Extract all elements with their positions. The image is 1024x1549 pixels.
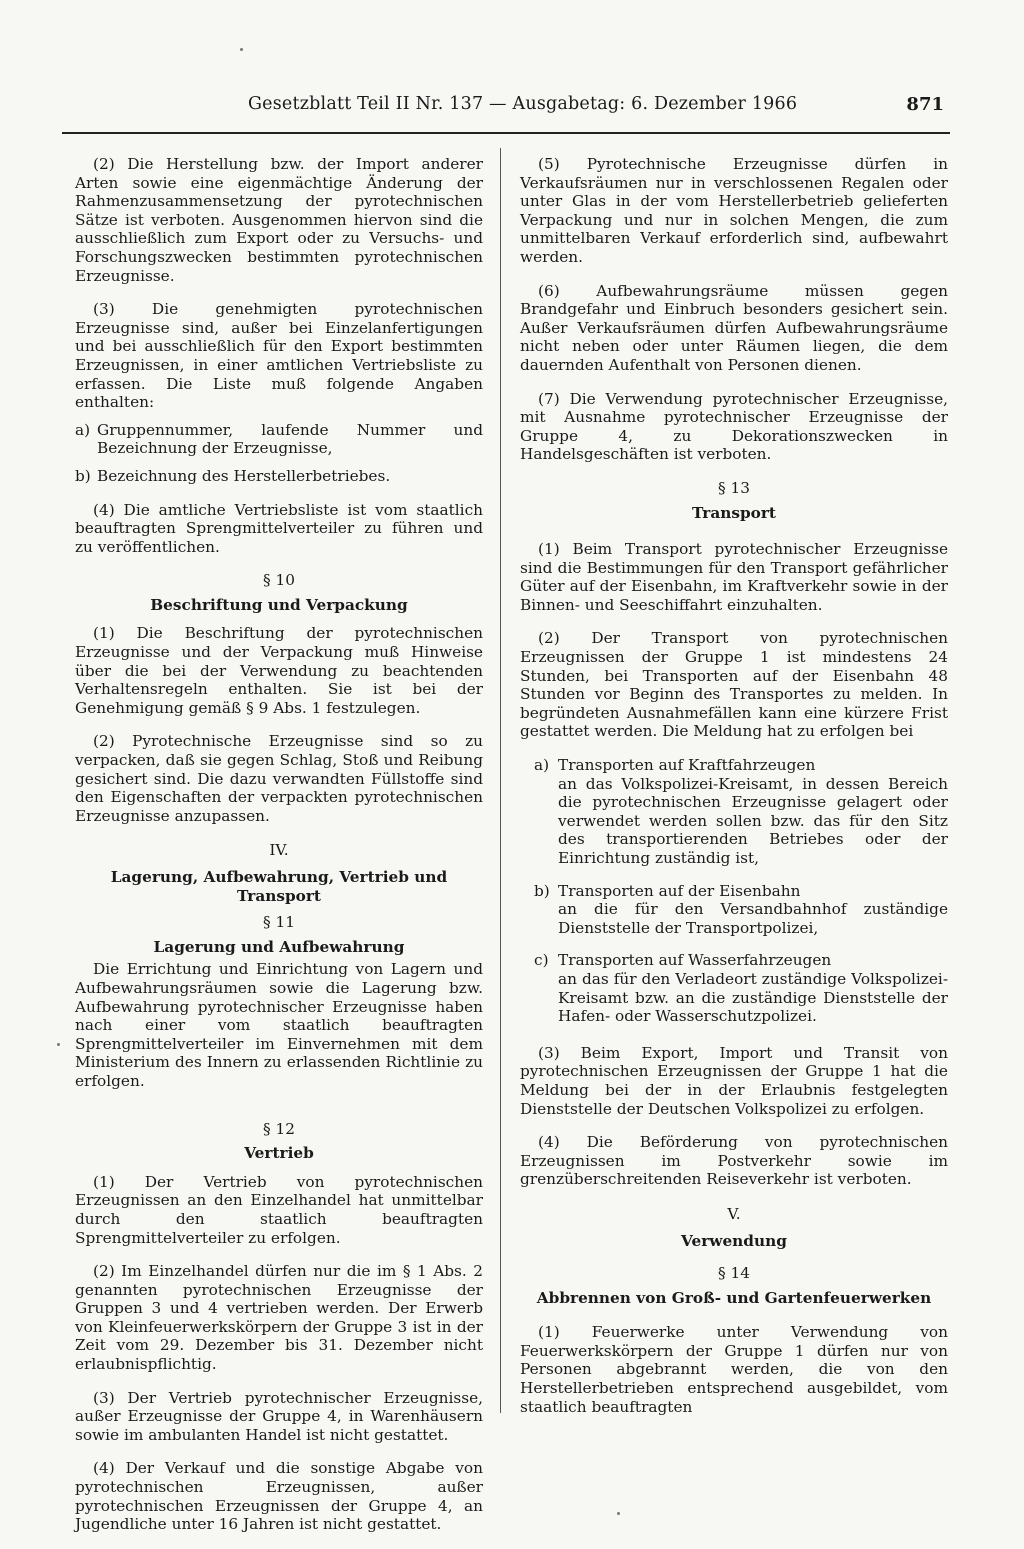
list-heading: Transporten auf Wasserfahrzeugen: [558, 951, 832, 970]
list-item: [75, 421, 483, 458]
part-number: V.: [727, 1204, 741, 1223]
list-item: [534, 951, 948, 1025]
left-column: [75, 155, 483, 1549]
list-marker: b): [534, 881, 550, 900]
paragraph: (2) Der Transport von pyrotechnischen Erzeugnissen der Gruppe 1 ist mindestens 24 Stunden, bei Transporten auf der Eisenbahn 48 Stunden vor Beginn des Transportes zu melden. In begründeten Ausnahmefällen kann eine kürzere Frist gestattet werden. Die Meldung hat zu erfolgen bei: [520, 629, 948, 741]
section-number: § 10: [263, 571, 295, 590]
column-divider: [500, 148, 501, 1413]
paragraph: (1) Der Vertrieb von pyrotechnischen Erzeugnissen an den Einzelhandel hat unmittelbar durch den staatlich beauftragten Sprengmittelverteiler zu erfolgen.: [75, 1172, 483, 1247]
paragraph: (3) Beim Export, Import und Transit von pyrotechnischen Erzeugnissen der Gruppe 1 hat die Meldung bei der in der Erlaubnis festgelegten Dienststelle der Deutschen Volkspolizei zu erfolgen.: [520, 1043, 948, 1118]
paragraph: (3) Die genehmigten pyrotechnischen Erzeugnisse sind, außer bei Einzelanfertigungen und bei ausschließlich für den Export bestimmten Erzeugnissen, in einer amtlichen Vertriebsliste zu erfassen. Die Liste muß folgende Angaben enthalten:: [75, 300, 483, 412]
part-number: IV.: [269, 841, 289, 860]
paragraph: (3) Der Vertrieb pyrotechnischer Erzeugnisse, außer Erzeugnisse der Gruppe 4, in Warenhäusern sowie im ambulanten Handel ist nicht gestattet.: [75, 1388, 483, 1444]
list-text: an das für den Verladeort zuständige Volkspolizei-Kreisamt bzw. an die zuständige Dienststelle der Hafen- oder Wasserschutzpolizei.: [558, 969, 948, 1026]
section-title: Vertrieb: [244, 1144, 314, 1163]
list-text: Gruppennummer, laufende Nummer und Bezeichnung der Erzeugnisse,: [97, 420, 483, 458]
paragraph: (2) Die Herstellung bzw. der Import anderer Arten sowie eine eigenmächtige Änderung der Rahmenzusammensetzung der pyrotechnischen Sätze ist verboten. Ausgenommen hiervon sind die ausschließlich zum Export oder zu Versuchs- und Forschungszwecken bestimmten pyrotechnischen Erzeugnisse.: [75, 155, 483, 285]
list-item: [534, 882, 948, 938]
paragraph: (5) Pyrotechnische Erzeugnisse dürfen in Verkaufsräumen nur in verschlossenen Regalen oder unter Glas in der vom Herstellerbetrieb gelieferten Verpackung und nur in solchen Mengen, die zum unmittelbaren Verkauf erforderlich sind, aufbewahrt werden.: [520, 155, 948, 266]
section-title: Beschriftung und Verpackung: [150, 595, 408, 614]
paragraph: Die Errichtung und Einrichtung von Lagern und Aufbewahrungsräumen sowie die Lagerung bzw. Aufbewahrung pyrotechnischer Erzeugnisse haben nach einer vom staatlich beauftragten Sprengmittelverteiler im Einvernehmen mit dem Ministerium des Innern zu erlassenden Richtlinie zu erfolgen.: [75, 960, 483, 1090]
paragraph: (4) Die amtliche Vertriebsliste ist vom staatlich beauftragten Sprengmittelverteiler zu führen und zu veröffentlichen.: [75, 500, 483, 556]
part-title: Verwendung: [681, 1231, 787, 1250]
paragraph: (1) Feuerwerke unter Verwendung von Feuerwerkskörpern der Gruppe 1 dürfen nur von Personen abgebrannt werden, die von den Herstellerbetrieben entsprechend ausgebildet, vom staatlich beauftragten: [520, 1323, 948, 1416]
paragraph: (4) Der Verkauf und die sonstige Abgabe von pyrotechnischen Erzeugnissen, außer pyrotechnischen Erzeugnissen der Gruppe 4, an Jugendliche unter 16 Jahren ist nicht gestattet.: [75, 1459, 483, 1534]
list-item: [75, 467, 483, 486]
section-number: § 11: [263, 913, 295, 932]
section-number: § 12: [263, 1119, 295, 1138]
list-text: Bezeichnung des Herstellerbetriebes.: [97, 466, 391, 485]
paragraph: (4) Die Beförderung von pyrotechnischen Erzeugnissen im Postverkehr sowie im grenzüberschreitenden Reiseverkehr ist verboten.: [520, 1133, 948, 1189]
right-column: [520, 155, 948, 1431]
list-text: an das Volkspolizei-Kreisamt, in dessen Bereich die pyrotechnischen Erzeugnisse gelagert oder verwendet werden sollen bzw. das für den Sitz des transportierenden Betriebes oder der Einrichtung zuständig ist,: [558, 774, 948, 867]
header-title: Gesetzblatt Teil II Nr. 137 — Ausgabetag: 6. Dezember 1966: [248, 94, 798, 114]
section-title: Transport: [692, 503, 776, 522]
list-heading: Transporten auf Kraftfahrzeugen: [558, 756, 816, 775]
list-marker: a): [534, 756, 550, 775]
part-title: Lagerung, Aufbewahrung, Vertrieb und Transport: [110, 868, 448, 905]
paragraph: (1) Beim Transport pyrotechnischer Erzeugnisse sind die Bestimmungen für den Transport gefährlicher Güter auf der Eisenbahn, im Kraftverkehr sowie in der Binnen- und Seeschiffahrt einzuhalten.: [520, 540, 948, 614]
list-text: an die für den Versandbahnhof zuständige Dienststelle der Transportpolizei,: [558, 900, 948, 937]
list-marker: c): [534, 951, 549, 970]
print-speck: [617, 1512, 620, 1515]
list-heading: Transporten auf der Eisenbahn: [558, 881, 801, 900]
print-speck: [57, 1043, 60, 1046]
print-speck: [240, 48, 243, 51]
list-item: [534, 756, 948, 868]
paragraph: (1) Die Beschriftung der pyrotechnischen Erzeugnisse und der Verpackung muß Hinweise über die bei der Verwendung zu beachtenden Verhaltensregeln enthalten. Sie ist bei der Genehmigung gemäß § 9 Abs. 1 festzulegen.: [75, 624, 483, 717]
page-number: 871: [906, 94, 944, 115]
section-title: Lagerung und Aufbewahrung: [153, 937, 405, 956]
page-header: [62, 92, 950, 134]
list-marker: b): [75, 466, 91, 485]
section-number: § 13: [718, 478, 750, 497]
section-number: § 14: [718, 1264, 750, 1283]
paragraph: (2) Im Einzelhandel dürfen nur die im § 1 Abs. 2 genannten pyrotechnischen Erzeugnisse der Gruppen 3 und 4 vertrieben werden. Der Erwerb von Kleinfeuerwerkskörpern der Gruppe 3 ist in der Zeit vom 29. Dezember bis 31. Dezember nicht erlaubnispflichtig.: [75, 1262, 483, 1374]
paragraph: (2) Pyrotechnische Erzeugnisse sind so zu verpacken, daß sie gegen Schlag, Stoß und Reibung gesichert sind. Die dazu verwandten Füllstoffe sind den Eigenschaften der verpackten pyrotechnischen Erzeugnisse anzupassen.: [75, 732, 483, 825]
section-title: Abbrennen von Groß- und Gartenfeuerwerken: [536, 1288, 932, 1307]
list-marker: a): [75, 420, 91, 439]
paragraph: (7) Die Verwendung pyrotechnischer Erzeugnisse, mit Ausnahme pyrotechnischer Erzeugnisse der Gruppe 4, zu Dekorationszwecken in Handelsgeschäften ist verboten.: [520, 389, 948, 464]
paragraph: (6) Aufbewahrungsräume müssen gegen Brandgefahr und Einbruch besonders gesichert sein. Außer Verkaufsräumen dürfen Aufbewahrungsräume nicht neben oder unter Räumen liegen, die dem dauernden Aufenthalt von Personen dienen.: [520, 281, 948, 374]
